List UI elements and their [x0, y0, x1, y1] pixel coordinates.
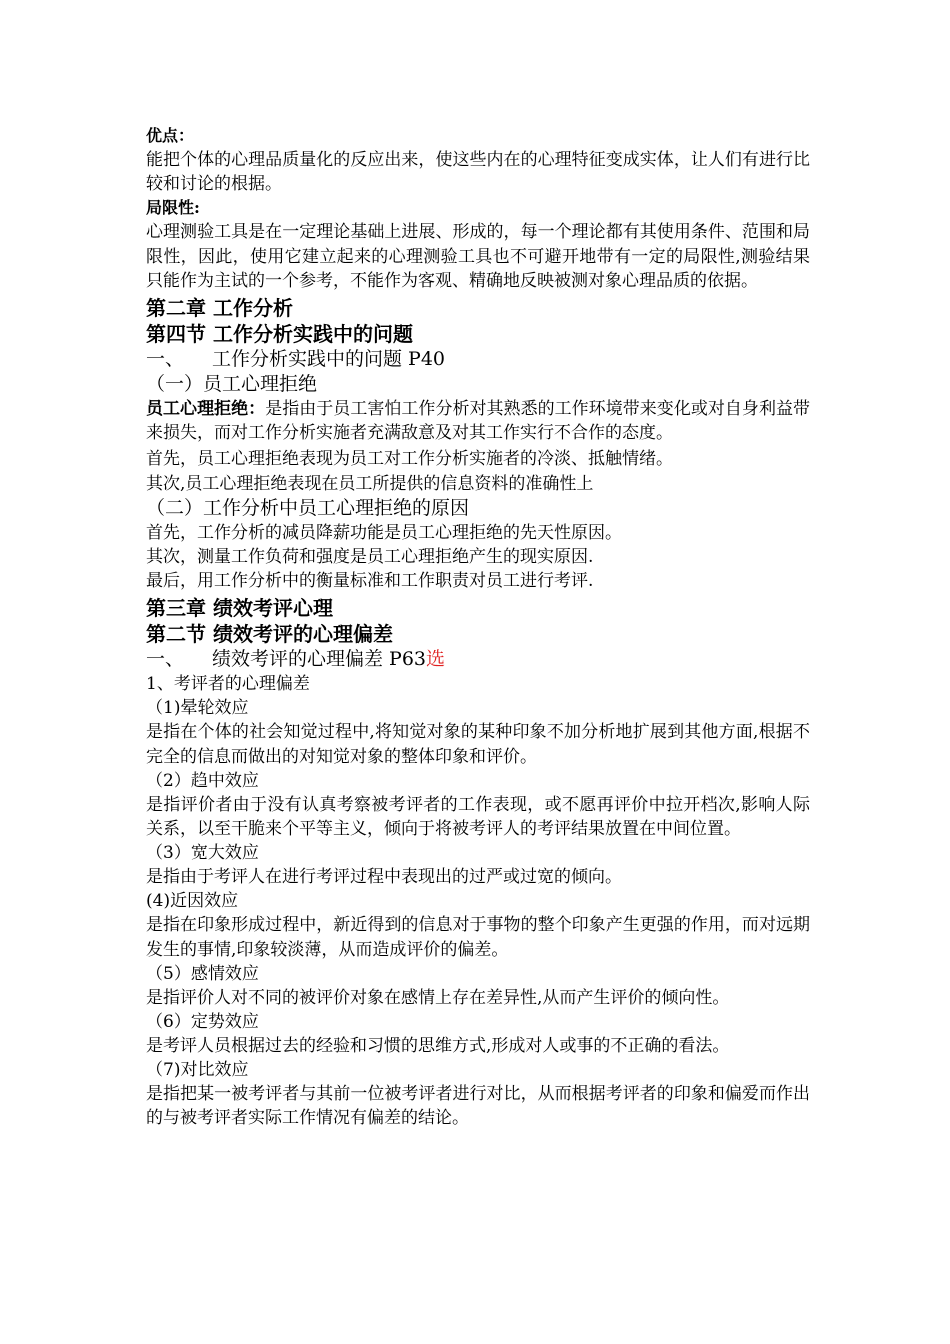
bias-item-text: 是指由于考评人在进行考评过程中表现出的过严或过宽的倾向。: [146, 867, 622, 888]
ch3-heading-1: [146, 647, 810, 672]
advantages-label: 优点：: [146, 126, 195, 145]
bias-item-text: 是考评人员根据过去的经验和习惯的思维方式,形成对人或事的不正确的看法。: [146, 1036, 730, 1057]
bias-item-head: （1)晕轮效应: [146, 698, 249, 719]
choice-mark: 选: [426, 648, 446, 671]
limitations-text: 心理测验工具是在一定理论基础上进展、形成的，每一个理论都有其使用条件、范围和局限性，因此，使用它建立起来的心理测验工具也不可避开地带有一定的局限性,测验结果只能作为主试的一个参考，不能作为客观、精确地反映被测对象心理品质的依据。: [146, 222, 810, 291]
document-page: [146, 124, 810, 1131]
chapter-3-title: 第三章 绩效考评心理: [146, 596, 333, 621]
list-title: 1、考评者的心理偏差: [146, 674, 310, 695]
bias-item-head: （2）趋中效应: [146, 770, 259, 791]
bias-item-head: (4)近因效应: [146, 891, 239, 912]
ch2-subheading-2: （二）工作分析中员工心理拒绝的原因: [146, 496, 470, 519]
ch2-heading-1-text: 工作分析实践中的问题 P40: [212, 348, 446, 371]
bias-item-head: （6）定势效应: [146, 1012, 259, 1033]
bias-item-text: 是指评价者由于没有认真考察被考评者的工作表现，或不愿再评价中拉开档次,影响人际关系，以至干脆来个平等主义，倾向于将被考评人的考评结果放置在中间位置。: [146, 794, 810, 840]
bias-item-head: （5）感情效应: [146, 963, 259, 984]
psych-rejection-text: 是指由于员工害怕工作分析对其熟悉的工作环境带来变化或对自身利益带来损失，而对工作分析实施者充满敌意及对其工作实行不合作的态度。: [146, 399, 811, 444]
bias-list: [146, 696, 810, 1130]
psych-rejection-label: 员工心理拒绝：: [146, 399, 266, 420]
ch3-heading-1-text: 绩效考评的心理偏差 P63: [212, 648, 427, 671]
ch2-paragraph-5: 最后，用工作分析中的衡量标准和工作职责对员工进行考评.: [146, 571, 594, 592]
ch2-heading-1: [146, 347, 810, 372]
bias-item-head: （3）宽大效应: [146, 843, 259, 864]
bias-item-head: （7)对比效应: [146, 1060, 249, 1081]
ch2-paragraph-1: 首先，员工心理拒绝表现为员工对工作分析实施者的冷淡、抵触情绪。: [146, 449, 673, 470]
bias-item-text: 是指在印象形成过程中，新近得到的信息对于事物的整个印象产生更强的作用，而对远期发生的事情,印象较淡薄，从而造成评价的偏差。: [146, 915, 810, 960]
chapter-2-title: 第二章 工作分析: [146, 296, 293, 321]
bias-item-text: 是指评价人对不同的被评价对象在感情上存在差异性,从而产生评价的倾向性。: [146, 987, 730, 1008]
advantages-text: 能把个体的心理品质量化的反应出来，使这些内在的心理特征变成实体，让人们有进行比较和讨论的根据。: [146, 150, 810, 195]
ch2-paragraph-2: 其次,员工心理拒绝表现在员工所提供的信息资料的准确性上: [146, 473, 594, 494]
bias-item-text: 是指把某一被考评者与其前一位被考评者进行对比，从而根据考评者的印象和偏爱而作出的与被考评者实际工作情况有偏差的结论。: [146, 1084, 810, 1129]
ch2-subheading-1: （一）员工心理拒绝: [146, 373, 318, 396]
ch2-paragraph-4: 其次，测量工作负荷和强度是员工心理拒绝产生的现实原因.: [146, 547, 594, 568]
limitations-label: 局限性:: [146, 198, 200, 218]
section-4-title: 第四节 工作分析实践中的问题: [146, 322, 413, 347]
ch2-paragraph-3: 首先，工作分析的减员降薪功能是员工心理拒绝的先天性原因。: [146, 522, 622, 543]
section-2-title: 第二节 绩效考评的心理偏差: [146, 622, 393, 647]
ch3-heading-1-number: 一、: [146, 648, 185, 671]
bias-item-text: 是指在个体的社会知觉过程中,将知觉对象的某种印象不加分析地扩展到其他方面,根据不完全的信息而做出的对知觉对象的整体印象和评价。: [146, 722, 810, 767]
ch2-heading-1-number: 一、: [146, 348, 185, 371]
psych-rejection-definition: [146, 397, 810, 445]
